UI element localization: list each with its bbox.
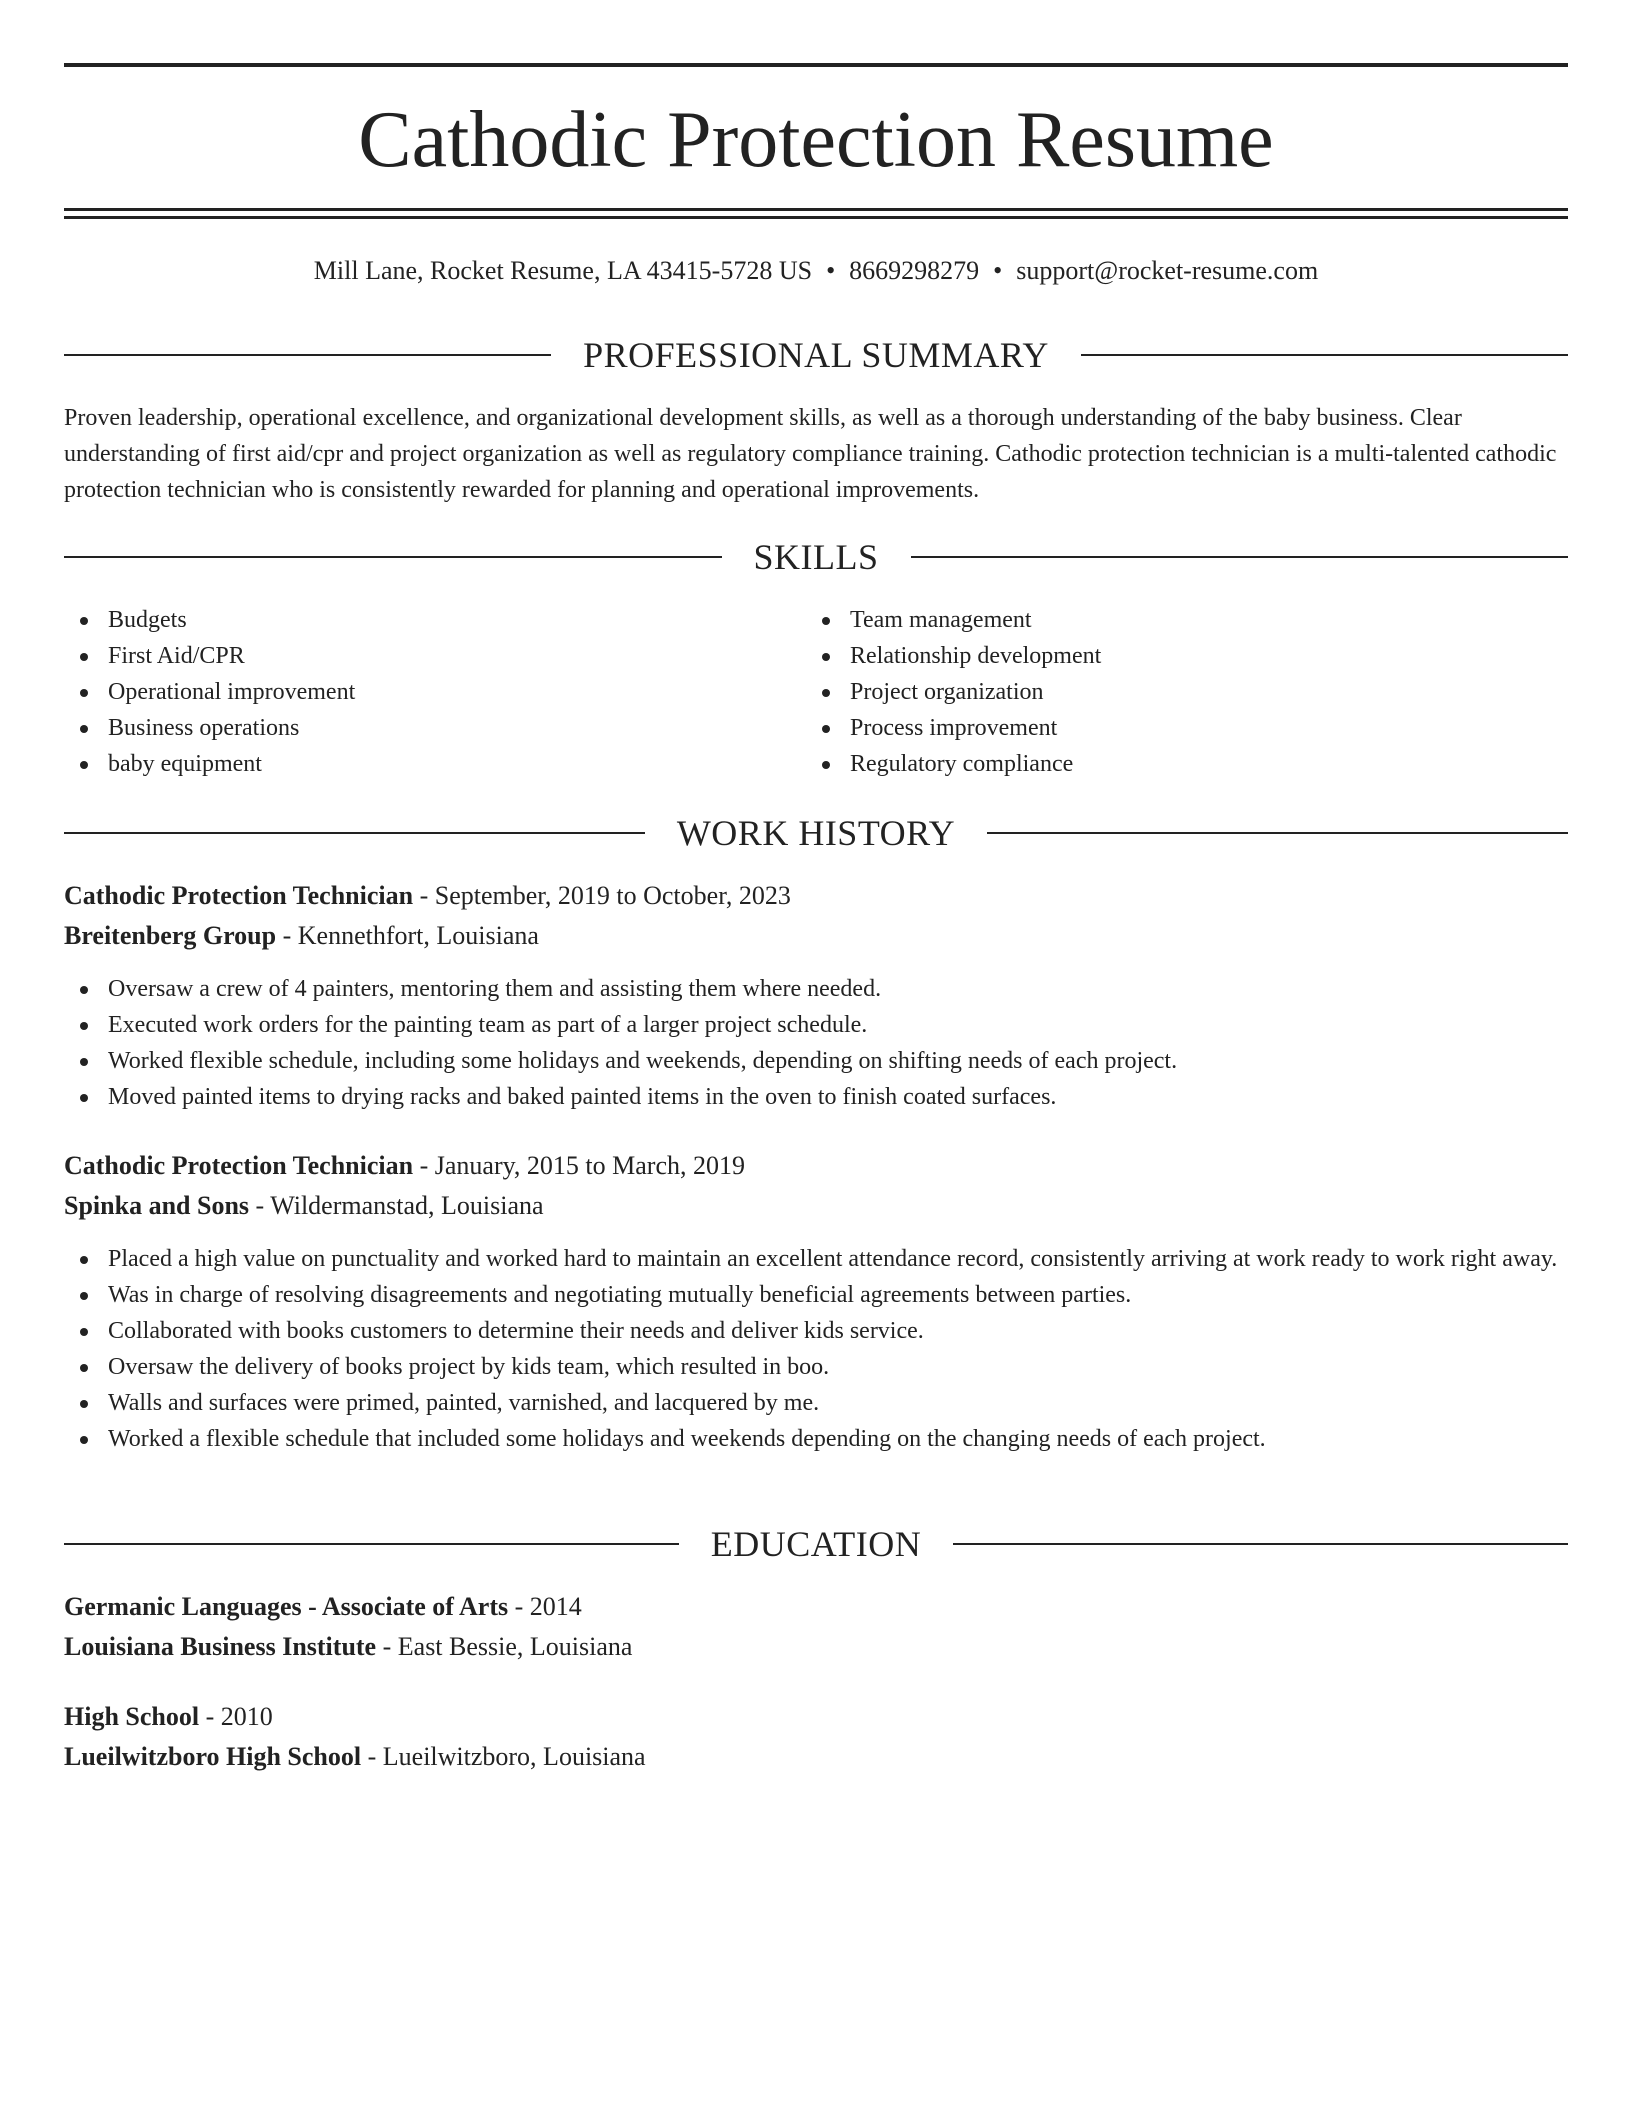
job-title-line (64, 1146, 1568, 1186)
heading-rule-right (911, 556, 1569, 558)
skill-item: Relationship development (806, 638, 1548, 674)
summary-text: Proven leadership, operational excellence, and organizational development skills, as well as a thorough understanding of the baby business. Clear understanding of first aid/cpr and project organization as well as regulatory compliance training. Cathodic protection technician is a multi-talented cathodic protection technician who is consistently rewarded for planning and operational improvements. (64, 405, 1557, 503)
skill-item: Project organization (806, 674, 1548, 710)
job-org-line (64, 916, 1568, 956)
education-location: - East Bessie, Louisiana (376, 1632, 633, 1661)
section-heading-skills (64, 537, 1568, 577)
job-bullet: Was in charge of resolving disagreements and negotiating mutually beneficial agreements between parties. (64, 1277, 1568, 1313)
contact-separator: • (993, 256, 1003, 285)
section-heading-label: EDUCATION (710, 1524, 922, 1564)
skill-item: Regulatory compliance (806, 746, 1548, 782)
job-bullet: Walls and surfaces were primed, painted, varnished, and lacquered by me. (64, 1385, 1568, 1421)
contact-address: Mill Lane, Rocket Resume, LA 43415-5728 US (313, 256, 813, 285)
job-location: - Kennethfort, Louisiana (276, 921, 539, 950)
job-title: Cathodic Protection Technician (64, 1151, 414, 1180)
section-heading-label: PROFESSIONAL SUMMARY (583, 335, 1049, 375)
skill-item: Process improvement (806, 710, 1548, 746)
job-company: Spinka and Sons (64, 1191, 250, 1220)
skill-item: Team management (806, 602, 1548, 638)
job-bullet: Worked flexible schedule, including some holidays and weekends, depending on shifting needs of each project. (64, 1043, 1568, 1079)
job-bullet: Executed work orders for the painting team as part of a larger project schedule. (64, 1007, 1568, 1043)
skill-item: First Aid/CPR (64, 638, 806, 674)
job-bullet-list (64, 971, 1568, 1115)
education-year: - 2014 (508, 1592, 582, 1621)
title-rule-lower (64, 216, 1568, 219)
section-heading-work (64, 813, 1568, 853)
contact-phone: 8669298279 (849, 256, 980, 285)
skill-item: baby equipment (64, 746, 806, 782)
job-bullet: Moved painted items to drying racks and baked painted items in the oven to finish coated surfaces. (64, 1079, 1568, 1115)
skills-list (64, 602, 1568, 782)
section-heading-label: WORK HISTORY (676, 813, 956, 853)
job-bullet: Collaborated with books customers to determine their needs and deliver kids service. (64, 1313, 1568, 1349)
job-location: - Wildermanstad, Louisiana (249, 1191, 544, 1220)
education-school-line (64, 1737, 1568, 1777)
section-heading-education (64, 1524, 1568, 1564)
contact-separator: • (826, 256, 836, 285)
skill-item: Business operations (64, 710, 806, 746)
heading-rule-left (64, 354, 551, 356)
job-dates: - September, 2019 to October, 2023 (413, 881, 791, 910)
heading-rule-left (64, 832, 645, 834)
skills-column-left (64, 602, 806, 782)
education-degree-line (64, 1697, 1568, 1737)
skill-item: Budgets (64, 602, 806, 638)
job-bullet: Worked a flexible schedule that included some holidays and weekends depending on the changing needs of each project. (64, 1421, 1568, 1457)
resume-title: Cathodic Protection Resume (358, 96, 1274, 184)
job-bullet: Placed a high value on punctuality and worked hard to maintain an excellent attendance record, consistently arriving at work ready to work right away. (64, 1241, 1568, 1277)
job-company: Breitenberg Group (64, 921, 277, 950)
job-dates: - January, 2015 to March, 2019 (413, 1151, 745, 1180)
job-title: Cathodic Protection Technician (64, 881, 414, 910)
job-title-line (64, 876, 1568, 916)
top-rule (64, 63, 1568, 67)
contact-line (64, 254, 1568, 288)
job-org-line (64, 1186, 1568, 1226)
section-heading-label: SKILLS (753, 537, 879, 577)
section-heading-summary (64, 335, 1568, 375)
education-degree-line (64, 1587, 1568, 1627)
contact-email: support@rocket-resume.com (1016, 256, 1319, 285)
education-degree: Germanic Languages - Associate of Arts (64, 1592, 509, 1621)
job-bullet: Oversaw a crew of 4 painters, mentoring them and assisting them where needed. (64, 971, 1568, 1007)
education-school: Lueilwitzboro High School (64, 1742, 362, 1771)
education-school: Louisiana Business Institute (64, 1632, 377, 1661)
heading-rule-right (953, 1543, 1568, 1545)
heading-rule-left (64, 556, 722, 558)
heading-rule-left (64, 1543, 679, 1545)
skill-item: Operational improvement (64, 674, 806, 710)
heading-rule-right (987, 832, 1568, 834)
job-bullet-list (64, 1241, 1568, 1457)
education-degree: High School (64, 1702, 200, 1731)
education-school-line (64, 1627, 1568, 1667)
education-location: - Lueilwitzboro, Louisiana (361, 1742, 646, 1771)
education-year: - 2010 (199, 1702, 273, 1731)
job-bullet: Oversaw the delivery of books project by kids team, which resulted in boo. (64, 1349, 1568, 1385)
heading-rule-right (1081, 354, 1568, 356)
skills-column-right (806, 602, 1548, 782)
title-rule-upper (64, 208, 1568, 211)
